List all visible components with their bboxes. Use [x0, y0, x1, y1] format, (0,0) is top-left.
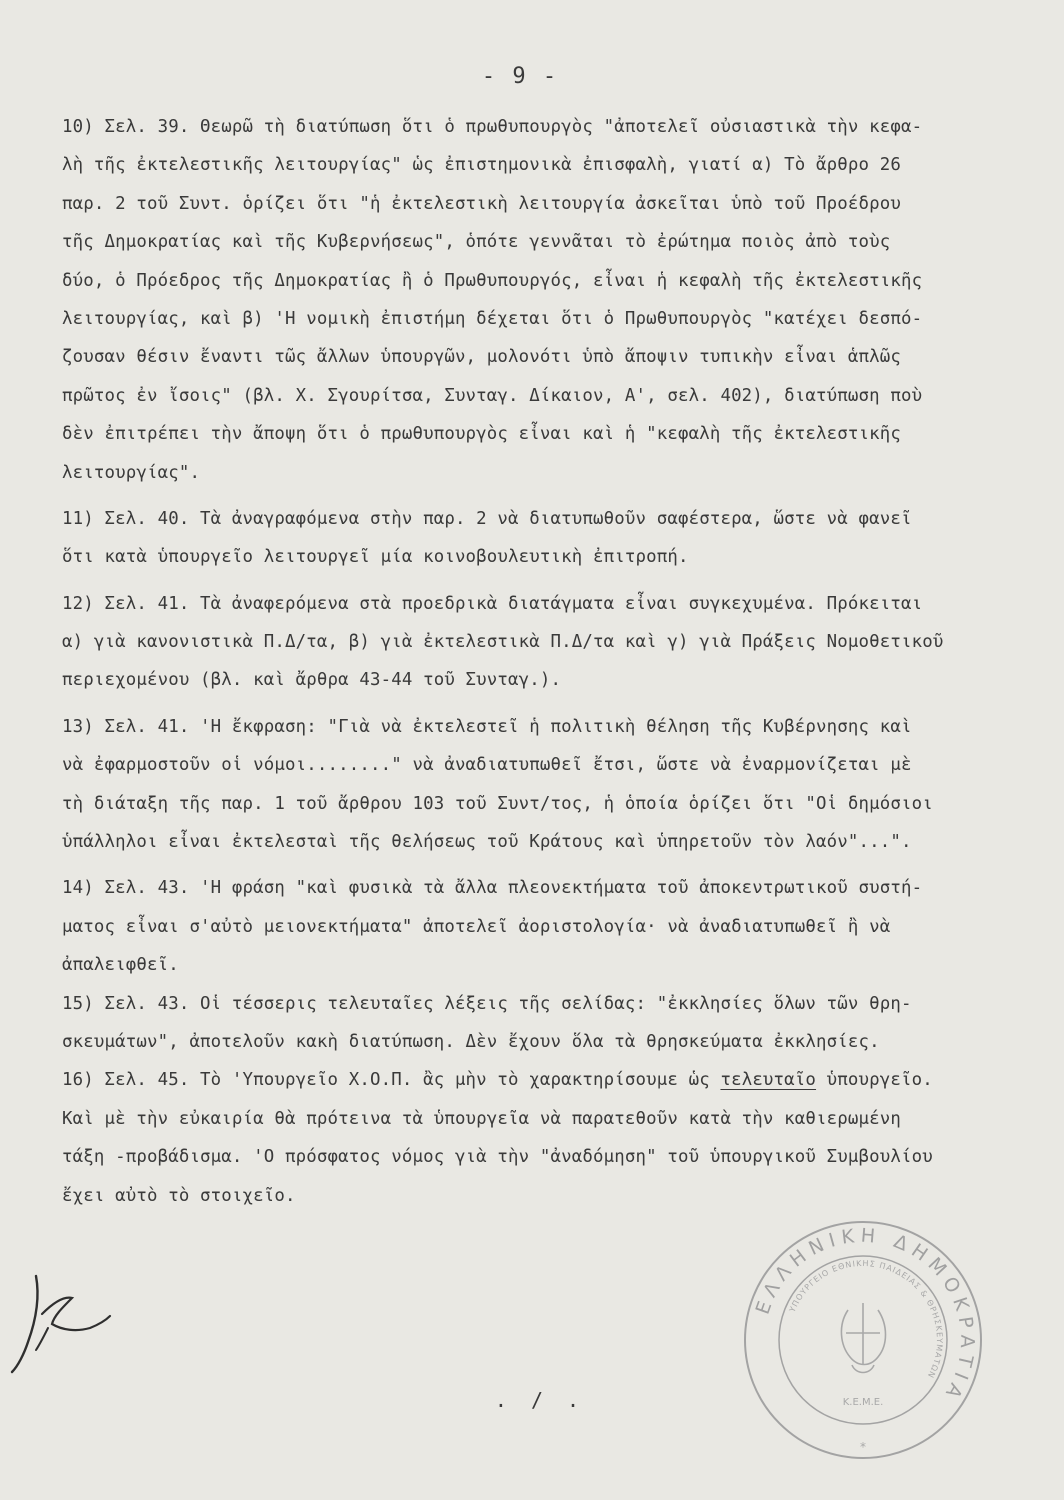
underlined-word: τελευταῖο: [720, 1070, 817, 1091]
text-line: τάξη -προβάδισμα. 'Ο πρόσφατος νόμος γιὰ τὴν "ἀναδόμηση" τοῦ ὑπουργικοῦ Συμβουλίου: [62, 1147, 933, 1168]
text-line: σκευμάτων", ἀποτελοῦν κακὴ διατύπωση. Δὲν ἔχουν ὅλα τὰ θρησκεύματα ἐκκλησίες.: [62, 1031, 880, 1052]
text-line: ὅτι κατὰ ὑπουργεῖο λειτουργεῖ μία κοινοβουλευτικὴ ἐπιτροπή.: [62, 547, 689, 568]
page-number: - 9 -: [481, 64, 559, 89]
text-line: νὰ ἐφαρμοστοῦν οἱ νόμοι........" νὰ ἀναδιατυπωθεῖ ἔτσι, ὥστε νὰ ἐναρμονίζεται μὲ: [62, 755, 912, 776]
svg-text:ΕΛΛΗΝΙΚΗ ΔΗΜΟΚΡΑΤΙΑ: ΕΛΛΗΝΙΚΗ ΔΗΜΟΚΡΑΤΙΑ: [751, 1224, 979, 1407]
text-line: λὴ τῆς ἐκτελεστικῆς λειτουργίας" ὡς ἐπιστημονικὰ ἐπισφαλὴ, γιατί α) Τὸ ἄρθρο 26: [62, 155, 901, 176]
text-line: παρ. 2 τοῦ Συντ. ὁρίζει ὅτι "ἡ ἐκτελεστικὴ λειτουργία ἀσκεῖται ὑπὸ τοῦ Προέδρου: [62, 193, 901, 214]
svg-text:Κ.Ε.Μ.Ε.: Κ.Ε.Μ.Ε.: [842, 1397, 884, 1408]
official-stamp-icon: [738, 1215, 988, 1465]
text-line: ἔχει αὐτὸ τὸ στοιχεῖο.: [62, 1185, 296, 1206]
text-line: α) γιὰ κανονιστικὰ Π.Δ/τα, β) γιὰ ἐκτελεστικὰ Π.Δ/τα καὶ γ) γιὰ Πράξεις Νομοθετικοῦ: [62, 632, 944, 653]
text-line: 12) Σελ. 41. Τὰ ἀναφερόμενα στὰ προεδρικὰ διατάγματα εἶναι συγκεχυμένα. Πρόκειται: [62, 593, 923, 614]
signature-icon: [6, 1258, 116, 1378]
text-line: τῆς Δημοκρατίας καὶ τῆς Κυβερνήσεως", ὁπότε γεννᾶται τὸ ἐρώτημα ποιὸς ἀπὸ τοὺς: [62, 232, 891, 253]
continuation-mark: . / .: [494, 1388, 586, 1412]
text-line-with-underline: [62, 1061, 1042, 1099]
text-line: 14) Σελ. 43. 'Η φράση "καὶ φυσικὰ τὰ ἄλλα πλεονεκτήματα τοῦ ἀποκεντρωτικοῦ συστή-: [62, 878, 923, 899]
document-body: [62, 108, 1042, 1215]
text-line: λειτουργίας".: [62, 462, 201, 483]
text-line: δύο, ὁ Πρόεδρος τῆς Δημοκρατίας ἢ ὁ Πρωθυπουργός, εἶναι ἡ κεφαλὴ τῆς ἐκτελεστικῆς: [62, 270, 923, 291]
svg-text:*: *: [860, 1440, 866, 1454]
text-line: ὑπάλληλοι εἶναι ἐκτελεσταὶ τῆς θελήσεως τοῦ Κράτους καὶ ὑπηρετοῦν τὸν λαόν"...".: [62, 832, 912, 853]
text-line: δὲν ἐπιτρέπει τὴν ἄποψη ὅτι ὁ πρωθυπουργὸς εἶναι καὶ ἡ "κεφαλὴ τῆς ἐκτελεστικῆς: [62, 424, 901, 445]
text-line: ζουσαν θέσιν ἔναντι τῶς ἄλλων ὑπουργῶν, μολονότι ὑπὸ ἄποψιν τυπικὴν εἶναι ἁπλῶς: [62, 347, 901, 368]
line-tail: ὑπουργεῖο.: [816, 1070, 933, 1091]
text-line: λειτουργίας, καὶ β) 'Η νομικὴ ἐπιστήμη δέχεται ὅτι ὁ Πρωθυπουργὸς "κατέχει δεσπό-: [62, 308, 923, 329]
text-line: ἀπαλειφθεῖ.: [62, 955, 179, 976]
text-line: περιεχομένου (βλ. καὶ ἄρθρα 43-44 τοῦ Συνταγ.).: [62, 670, 562, 691]
text-line: πρῶτος ἐν ἴσοις" (βλ. Χ. Σγουρίτσα, Συνταγ. Δίκαιον, Α', σελ. 402), διατύπωση ποὺ: [62, 385, 923, 406]
text-line: 11) Σελ. 40. Τὰ ἀναγραφόμενα στὴν παρ. 2 νὰ διατυπωθοῦν σαφέστερα, ὥστε νὰ φανεῖ: [62, 508, 912, 529]
text-line: Καὶ μὲ τὴν εὐκαιρία θὰ πρότεινα τὰ ὑπουργεῖα νὰ παρατεθοῦν κατὰ τὴν καθιερωμένη: [62, 1108, 901, 1129]
text-line: τὴ διάταξη τῆς παρ. 1 τοῦ ἄρθρου 103 τοῦ Συντ/τος, ἡ ὁποία ὁρίζει ὅτι "Οἱ δημόσιοι: [62, 793, 933, 814]
svg-text:ΥΠΟΥΡΓΕΙΟ ΕΘΝΙΚΗΣ ΠΑΙΔΕΙΑΣ & Θ: ΥΠΟΥΡΓΕΙΟ ΕΘΝΙΚΗΣ ΠΑΙΔΕΙΑΣ & ΘΡΗΣΚΕΥΜΑΤΩΝ: [787, 1258, 945, 1380]
line-text: 16) Σελ. 45. Τὸ 'Υπουργεῖο Χ.Ο.Π. ἂς μὴν τὸ χαρακτηρίσουμε ὡς: [62, 1070, 721, 1091]
text-line: ματος εἶναι σ'αὐτὸ μειονεκτήματα" ἀποτελεῖ ἀοριστολογία· νὰ ἀναδιατυπωθεῖ ἢ νὰ: [62, 916, 891, 937]
text-line: 10) Σελ. 39. Θεωρῶ τὴ διατύπωση ὅτι ὁ πρωθυπουργὸς "ἀποτελεῖ οὐσιαστικὰ τὴν κεφα-: [62, 117, 923, 137]
text-line: 13) Σελ. 41. 'Η ἔκφραση: "Γιὰ νὰ ἐκτελεστεῖ ἡ πολιτικὴ θέληση τῆς Κυβέρνησης καὶ: [62, 716, 912, 737]
text-line: 15) Σελ. 43. Οἱ τέσσερις τελευταῖες λέξεις τῆς σελίδας: "ἐκκλησίες ὅλων τῶν θρη-: [62, 993, 912, 1014]
